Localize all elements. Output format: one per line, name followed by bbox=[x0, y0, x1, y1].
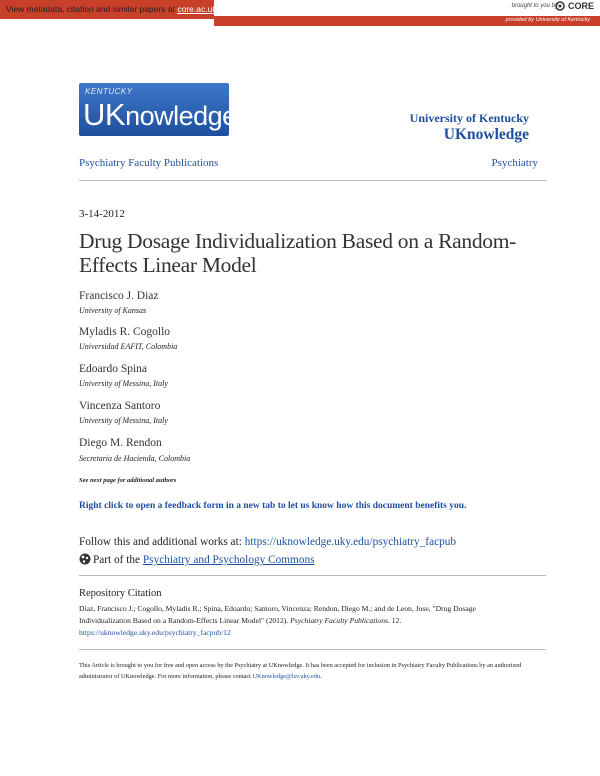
commons-link[interactable]: Psychiatry and Psychology Commons bbox=[142, 554, 315, 566]
author-name: Diego M. Rendon bbox=[79, 437, 162, 449]
core-banner-left bbox=[0, 0, 217, 19]
author-affiliation: University of Messina, Italy bbox=[79, 416, 168, 425]
see-next-page-note: See next page for additional authors bbox=[79, 477, 177, 484]
institution-title[interactable] bbox=[410, 111, 529, 144]
section-divider bbox=[79, 575, 546, 576]
core-metadata-text: View metadata, citation and similar papers at bbox=[6, 4, 178, 14]
author-affiliation: University of Messina, Italy bbox=[79, 379, 168, 388]
feedback-link[interactable]: Right click to open a feedback form in a new tab to let us know how this document benefits you. bbox=[79, 501, 467, 511]
repository-citation-text: Diaz, Francisco J.; Cogollo, Myladis R.; Spina, Edoardo; Santoro, Vincenza; Rendon, Diego M.; and de Leon, Jose, "Drug Dosage Individualization Based on a Random-Effects Linear Model" (2012). Psychiatry Faculty Publications. 12. https://uknowledge.uky.edu/psychiatry_facpub/12 bbox=[79, 604, 476, 637]
part-of-line bbox=[79, 553, 315, 566]
provided-by-text: provided by University of Kentucky bbox=[505, 17, 590, 23]
citation-url-link[interactable]: https://uknowledge.uky.edu/psychiatry_facpub/12 bbox=[79, 628, 231, 637]
core-metadata-link[interactable] bbox=[0, 0, 217, 19]
author-affiliation: Secretaria de Hacienda, Colombia bbox=[79, 454, 191, 463]
author-name: Edoardo Spina bbox=[79, 363, 148, 375]
author-affiliation: Universidad EAFIT, Colombia bbox=[79, 342, 178, 351]
uknowledge-logo[interactable] bbox=[79, 83, 237, 136]
author-name: Myladis R. Cogollo bbox=[79, 326, 171, 338]
repository-name: UKnowledge bbox=[443, 126, 529, 143]
logo-kentucky-text: KENTUCKY bbox=[85, 87, 133, 96]
core-logo-label: CORE bbox=[567, 1, 594, 11]
author-name: Vincenza Santoro bbox=[79, 400, 161, 412]
paper-title: Drug Dosage Individualization Based on a Random-Effects Linear Model bbox=[79, 229, 516, 277]
network-icon bbox=[79, 553, 91, 565]
part-of-prefix: Part of the bbox=[93, 554, 143, 566]
header-divider bbox=[79, 180, 546, 181]
institution-name: University of Kentucky bbox=[409, 111, 529, 125]
author-name: Francisco J. Diaz bbox=[79, 290, 159, 302]
repository-citation-heading: Repository Citation bbox=[79, 588, 162, 599]
core-ac-uk-link[interactable]: core.ac.uk bbox=[177, 4, 217, 14]
core-logo[interactable] bbox=[555, 1, 594, 11]
contact-email-link[interactable]: UKnowledge@lsv.uky.edu bbox=[252, 673, 321, 680]
collection-link[interactable]: Psychiatry Faculty Publications bbox=[79, 157, 219, 169]
footer-notice: This Article is brought to you for free and open access by the Psychiatry at UKnowledge. It has been accepted for inclusion in Psychiatry Faculty Publications by an authorized administrator of UKnowledge. For more information, please contact UKnowledge@lsv.uky.edu. bbox=[79, 662, 522, 680]
author-affiliation: University of Kansas bbox=[79, 306, 147, 315]
footer-divider bbox=[79, 649, 546, 650]
collection-url-link[interactable]: https://uknowledge.uky.edu/psychiatry_facpub bbox=[244, 536, 457, 548]
follow-prefix: Follow this and additional works at: bbox=[79, 536, 245, 548]
department-link[interactable]: Psychiatry bbox=[491, 157, 538, 169]
brought-to-you-text: brought to you by bbox=[511, 3, 558, 9]
follow-line bbox=[79, 536, 456, 548]
publication-date: 3-14-2012 bbox=[79, 208, 125, 220]
core-logo-icon bbox=[555, 1, 565, 11]
logo-wordmark: UKnowledge bbox=[83, 97, 237, 132]
